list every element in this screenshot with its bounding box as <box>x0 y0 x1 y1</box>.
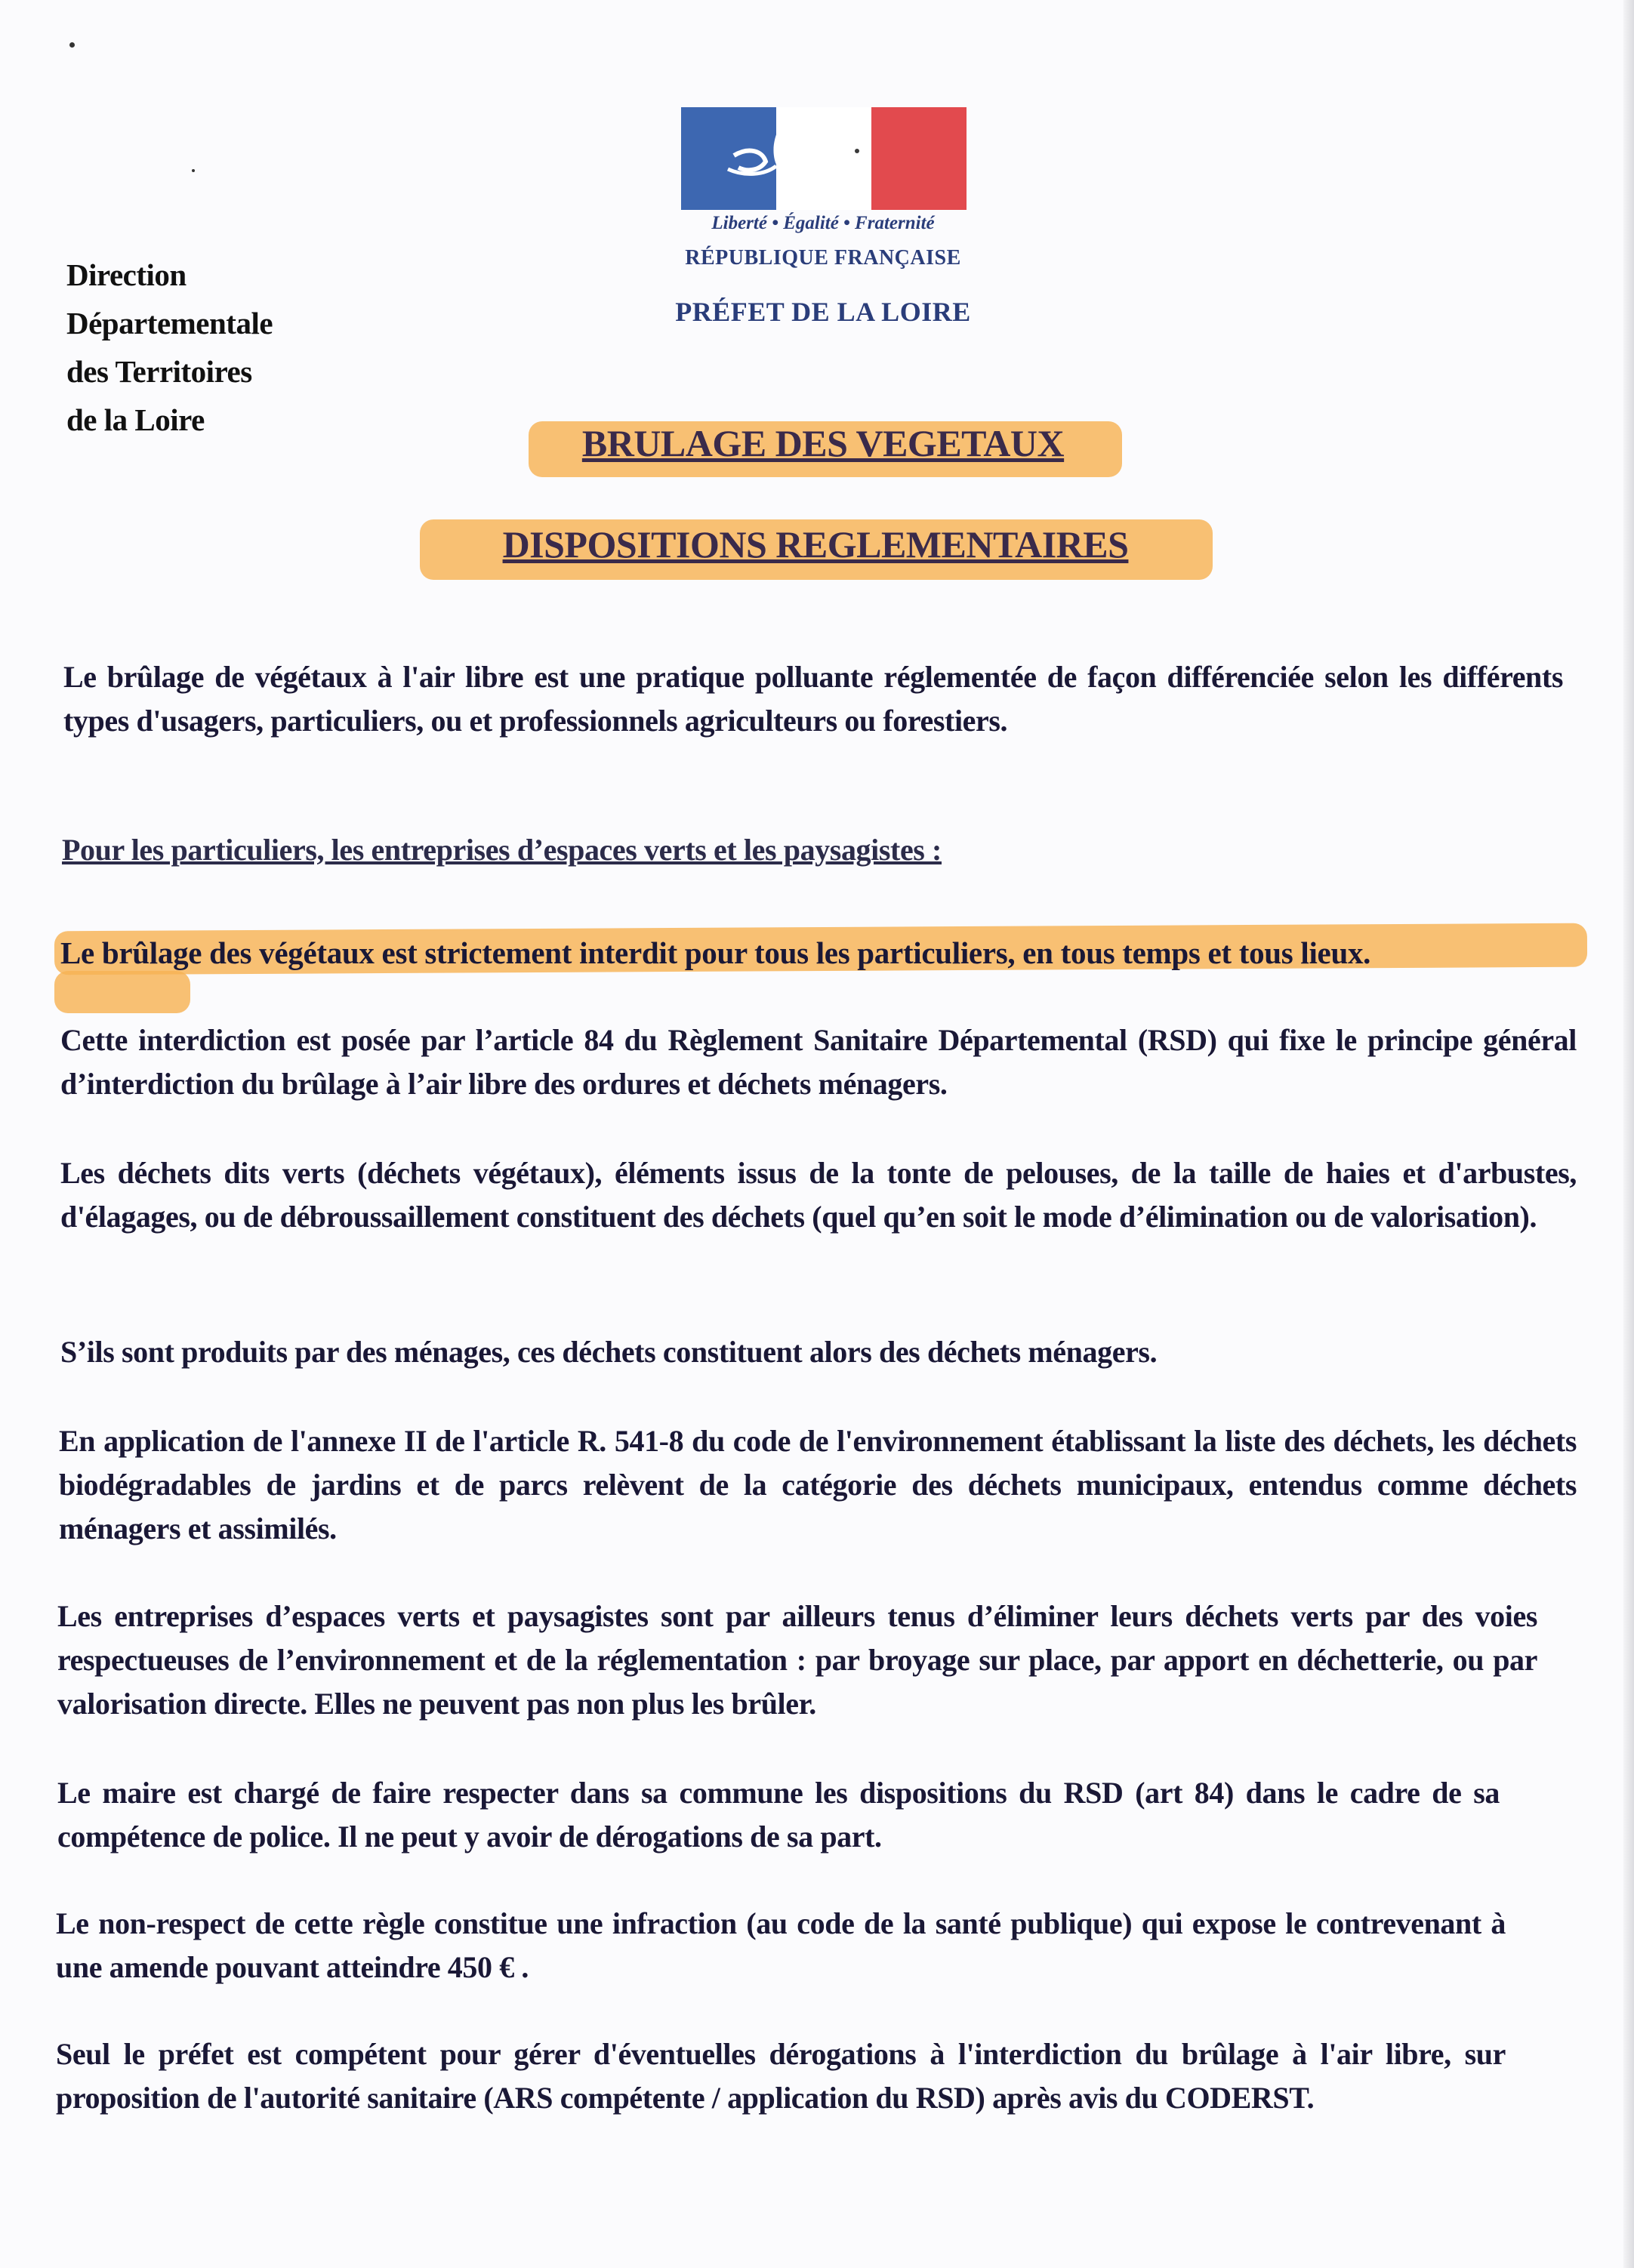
companies-paragraph: Les entreprises d’espaces verts et paysagistes sont par ailleurs tenus d’éliminer leurs déchets verts par des voies respectueuses de l’environnement et de la réglementation : par broyage sur place, par apport en déchetterie, ou par valorisation directe. Elles ne peuvent pas non plus les brûler. <box>57 1599 1537 1721</box>
republic-motto: Liberté • Égalité • Fraternité <box>711 213 935 233</box>
issuing-department <box>66 251 384 444</box>
document-title: BRULAGE DES VEGETAUX <box>581 422 1065 464</box>
highlighter-mark <box>54 971 190 1013</box>
intro-paragraph: Le brûlage de végétaux à l'air libre est une pratique polluante réglementée de façon différenciée selon les différents types d'usagers, particuliers, ou et professionnels agriculteurs ou forestiers. <box>63 660 1563 738</box>
mayor-paragraph: Le maire est chargé de faire respecter dans sa commune les dispositions du RSD (art 84) dans le cadre de sa compétence de police. Il ne peut y avoir de dérogations de sa part. <box>57 1776 1500 1854</box>
department-line: Direction <box>66 257 187 292</box>
republic-name: RÉPUBLIQUE FRANÇAISE <box>685 246 961 270</box>
prefect-paragraph: Seul le préfet est compétent pour gérer d'éventuelles dérogations à l'interdiction du brûlage à l'air libre, sur proposition de l'autorité sanitaire (ARS compétente / application du RSD) après avis du CODERST. <box>56 2037 1506 2115</box>
speck-mark <box>69 42 75 48</box>
marianne-logo <box>681 107 967 210</box>
document-subtitle: DISPOSITIONS REGLEMENTAIRES <box>502 523 1129 565</box>
scan-edge-shadow <box>1623 0 1634 2268</box>
marianne-profile-icon <box>681 107 967 210</box>
prefecture-name: PRÉFET DE LA LOIRE <box>675 297 971 327</box>
households-paragraph: S’ils sont produits par des ménages, ces déchets constituent alors des déchets ménagers. <box>60 1335 1158 1369</box>
ban-statement: Le brûlage des végétaux est strictement interdit pour tous les particuliers, en tous temps et tous lieux. <box>60 935 1371 970</box>
department-line: de la Loire <box>66 402 205 437</box>
section-heading: Pour les particuliers, les entreprises d’espaces verts et les paysagistes : <box>62 833 942 867</box>
green-waste-paragraph: Les déchets dits verts (déchets végétaux), éléments issus de la tonte de pelouses, de la taille de haies et d'arbustes, d'élagages, ou de débroussaillement constituent des déchets (quel qu’en soit le mode d’élimination ou de valorisation). <box>60 1156 1577 1234</box>
department-line: des Territoires <box>66 354 252 389</box>
department-line: Départementale <box>66 306 273 341</box>
fine-paragraph: Le non-respect de cette règle constitue une infraction (au code de la santé publique) qui expose le contrevenant à une amende pouvant atteindre 450 € . <box>56 1906 1506 1984</box>
annex-paragraph: En application de l'annexe II de l'article R. 541-8 du code de l'environnement établissant la liste des déchets, les déchets biodégradables de jardins et de parcs relèvent de la catégorie des déchets municipaux, entendus comme déchets ménagers et assimilés. <box>59 1424 1577 1545</box>
speck-mark <box>192 169 195 172</box>
rsd-paragraph: Cette interdiction est posée par l’article 84 du Règlement Sanitaire Départemental (RSD) qui fixe le principe général d’interdiction du brûlage à l’air libre des ordures et déchets ménagers. <box>60 1023 1577 1101</box>
